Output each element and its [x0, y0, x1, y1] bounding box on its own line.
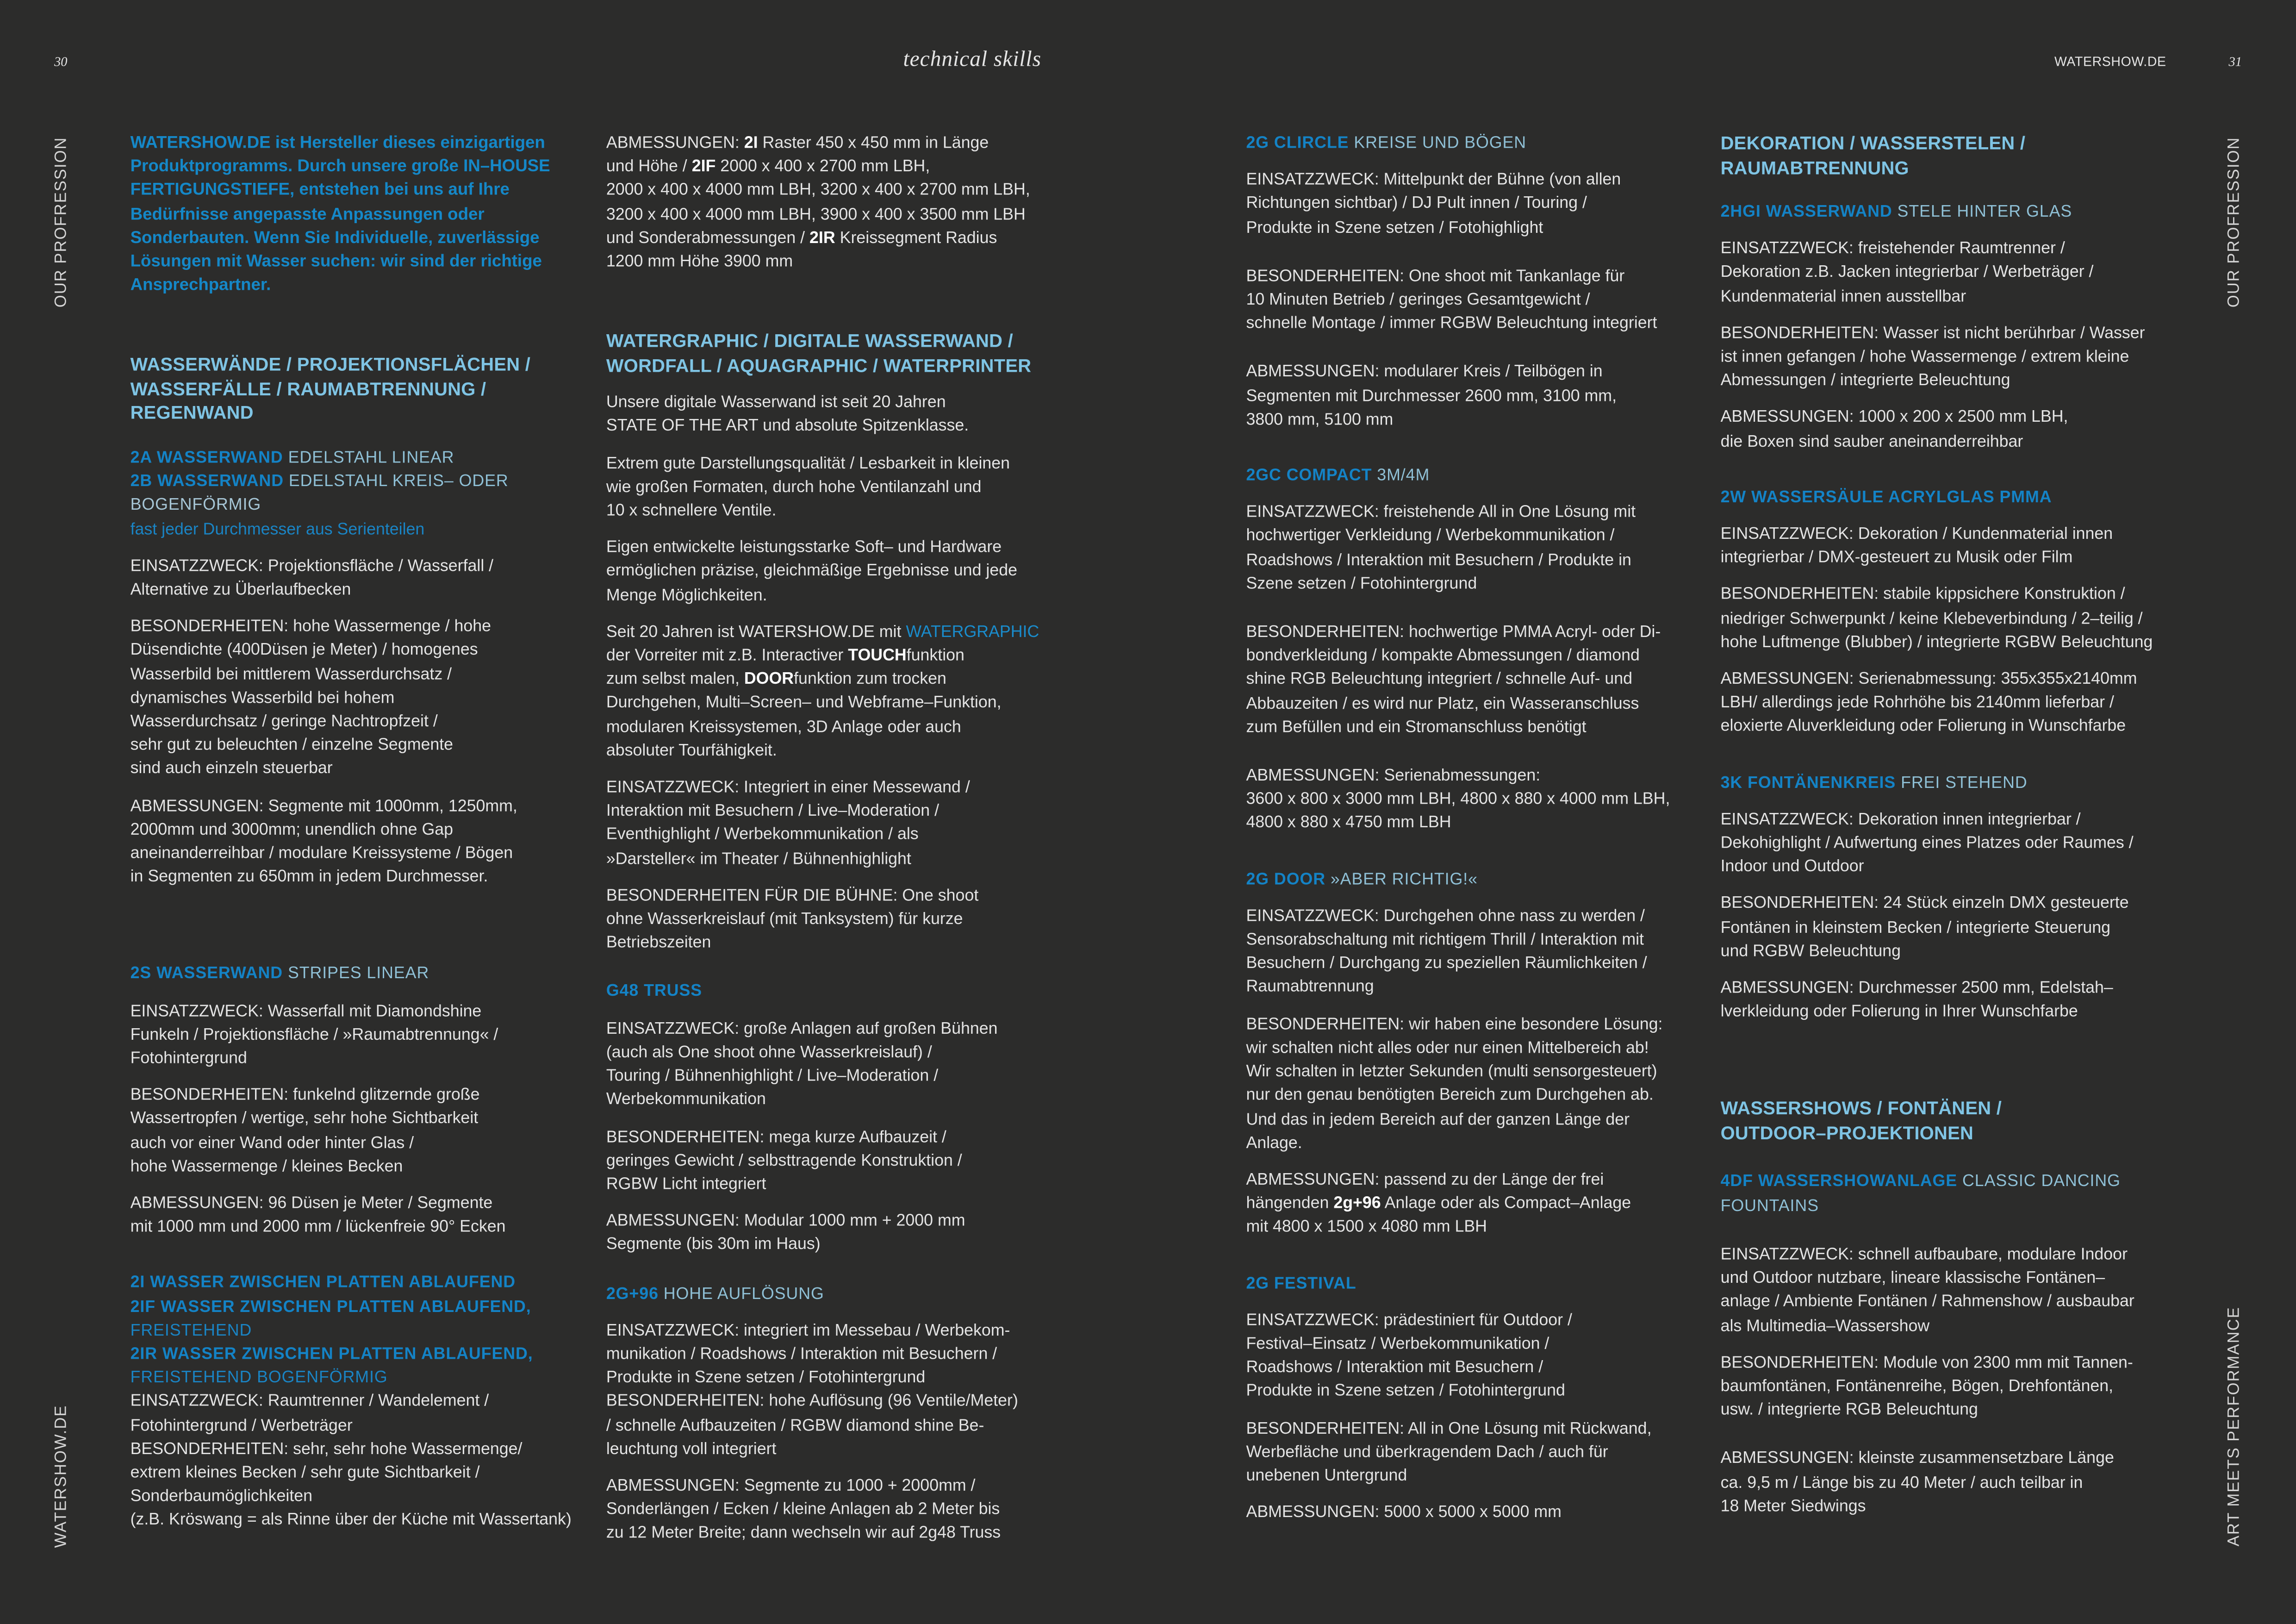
product-heading [1246, 464, 1714, 488]
paragraph [131, 555, 614, 602]
text-run: WASSERSHOWS / FONTÄNEN / OUTDOOR–PROJEKTIONEN [1720, 1099, 2002, 1144]
text-run: Extrem gute Darstellungsqualität / Lesbarkeit in kleinen wie großen Formaten, durch hohe Ventilanzahl und 10 x schnellere Ventile. [606, 455, 1010, 520]
text-run: EINSATZZWECK: schnell aufbaubare, modulare Indoor und Outdoor nutzbare, lineare klassische Fontänen– anlage / Ambiente Fontänen / Rahmenshow / ausbaubar als Multimedia–Wassershow [1720, 1246, 2134, 1335]
text-run: funktion zum trocken Durchgehen, Multi–Screen– und Webframe–Funktion, modularen Kreissystemen, 3D Anlage oder auch absoluter Tourfähigkeit. [606, 671, 1002, 760]
column-4 [1721, 132, 2204, 1518]
paragraph [606, 132, 1089, 275]
product-heading [1246, 868, 1714, 892]
emphasis-text: 2A WASSERWAND [130, 449, 283, 467]
page-title: technical skills [903, 48, 1042, 72]
text-run: EINSATZZWECK: Dekoration innen integrierbar / Dekohighlight / Aufwertung eines Platzes oder Raumes / Indoor und Outdoor [1720, 811, 2134, 876]
text-run: Kreissegment Radius 1200 mm Höhe 3900 mm [606, 230, 997, 271]
paragraph [1246, 1168, 1714, 1240]
emphasis-text: 2G FESTIVAL [1246, 1274, 1356, 1293]
paragraph [1721, 1243, 2204, 1338]
text-run: EINSATZZWECK: Integriert in einer Messewand / Interaktion mit Besuchern / Live–Moderation / Eventhighlight / Werbekommunikation / als »Darsteller« im Theater / Bühnenhighlight [606, 779, 970, 868]
emphasis-text: DOOR [744, 671, 794, 689]
product-heading [131, 1272, 614, 1390]
text-run: ABMESSUNGEN: 5000 x 5000 x 5000 mm [1246, 1504, 1562, 1522]
paragraph [1721, 322, 2204, 393]
text-run: Unsere digitale Wasserwand ist seit 20 Jahren STATE OF THE ART und absolute Spitzenklasse. [606, 394, 969, 436]
emphasis-text: 2G CLIRCLE [1246, 135, 1349, 152]
product-heading [1246, 132, 1714, 156]
text-run: WATERGRAPHIC [906, 624, 1039, 641]
text-run: ABMESSUNGEN: Serienabmessungen: 3600 x 800 x 3000 mm LBH, 4800 x 880 x 4000 mm LBH, 4800 x 880 x 4750 mm LBH [1246, 767, 1670, 833]
paragraph [131, 1084, 614, 1179]
text-run: ABMESSUNGEN: passend zu der Länge der frei hängenden [1246, 1171, 1604, 1213]
section-heading [606, 330, 1089, 378]
text-run: BESONDERHEITEN: hochwertige PMMA Acryl- oder Di- bondverkleidung / kompakte Abmessungen / diamond shine RGB Beleuchtung integriert / schnelle Auf- und Abbauzeiten / es wird nur Platz, ein Wasseranschluss zum Befüllen und ein Stromanschluss benötigt [1246, 624, 1661, 737]
text-run: ABMESSUNGEN: Modular 1000 mm + 2000 mm Segmente (bis 30m im Haus) [606, 1212, 965, 1254]
text-run: BESONDERHEITEN: wir haben eine besondere Lösung: wir schalten nicht alles oder nur einen Mittelbereich ab! Wir schalten in letzter Sekunden (multi sensorgesteuert) nur den genau benötigten Bereich zum Durchgehen ab. Und das in jedem Bereich auf der ganzen Länge der Anlage. [1246, 1016, 1663, 1152]
text-run: EDELSTAHL LINEAR [288, 449, 454, 467]
text-run: BESONDERHEITEN: mega kurze Aufbauzeit / geringes Gewicht / selbsttragende Konstruktion / RGBW Licht integriert [606, 1128, 962, 1193]
emphasis-text: 3K FONTÄNENKREIS [1720, 774, 1896, 792]
text-run: BESONDERHEITEN: 24 Stück einzeln DMX gesteuerte Fontänen in kleinstem Becken / integrierte Steuerung und RGBW Beleuchtung [1720, 895, 2129, 961]
text-run: Anlage oder als Compact–Anlage mit 4800 x 1500 x 4080 mm LBH [1246, 1195, 1631, 1237]
text-run: Eigen entwickelte leistungsstarke Soft– und Hardware ermöglichen präzise, gleichmäßige Ergebnisse und jede Menge Möglichkeiten. [606, 539, 1017, 605]
paragraph [1721, 977, 2204, 1024]
paragraph [606, 391, 1089, 439]
text-run: BESONDERHEITEN FÜR DIE BÜHNE: One shoot ohne Wasserkreislauf (mit Tanksystem) für kurze Betriebszeiten [606, 887, 979, 952]
text-run: EINSATZZWECK: freistehender Raumtrenner / Dekoration z.B. Jacken integrierbar / Werbeträger / Kundenmaterial innen ausstellbar [1720, 240, 2094, 306]
text-run: WATERSHOW.DE ist Hersteller dieses einzigartigen Produktprogramms. Durch unsere große IN–HOUSE FERTIGUNGSTIEFE, entstehen bei uns auf Ihre Bedürfnisse angepasste Anpassungen oder Sonderbauten. Wenn Sie Individuelle, zuverlässige Lösungen mit Wasser suchen: wir sind der richtige Ansprechpartner. [130, 133, 550, 295]
section-heading [131, 354, 614, 426]
text-run: BESONDERHEITEN: hohe Wassermenge / hohe Düsendichte (400Düsen je Meter) / homogenes Wasserbild bei mittlerem Wasserdurchsatz / dynamisches Wasserbild bei hohem Wasserdurchsatz / geringe Nachtropfzeit / sehr gut zu beleuchten / einzelne Segmente sind auch einzeln steuerbar [130, 618, 491, 778]
subheading-note [131, 518, 614, 541]
text-run: EINSATZZWECK: freistehende All in One Lösung mit hochwertiger Verkleidung / Werbekommunikation / Roadshows / Interaktion mit Besuchern / Produkte in Szene setzen / Fotohintergrund [1246, 504, 1636, 593]
emphasis-text: TOUCH [848, 647, 907, 665]
paragraph [1721, 1351, 2204, 1423]
paragraph [606, 536, 1089, 607]
text-run: ABMESSUNGEN: Serienabmessung: 355x355x2140mm LBH/ allerdings jede Rohrhöhe bis 2140mm lieferbar / eloxierte Aluverkleidung oder Folierung in Wunschfarbe [1720, 670, 2137, 736]
paragraph [1246, 905, 1714, 999]
paragraph [606, 1125, 1089, 1197]
page-number-right: 31 [2228, 54, 2242, 69]
text-run: EINSATZZWECK: integriert im Messebau / Werbekom- munikation / Roadshows / Interaktion mit Besuchern / Produkte in Szene setzen / Fotohintergrund BESONDERHEITEN: hohe Auflösung (96 Ventile/Meter) / schnelle Aufbauzeiten / RGBW diamond shine Be- leuchtung voll integriert [606, 1322, 1018, 1458]
text-run: BESONDERHEITEN: All in One Lösung mit Rückwand, Werbefläche und überkragendem Dach / auch für unebenen Untergrund [1246, 1419, 1652, 1485]
product-heading [1721, 771, 2204, 795]
text-run: STELE HINTER GLAS [1892, 203, 2072, 221]
paragraph [1721, 668, 2204, 739]
text-run: EINSATZZWECK: Mittelpunkt der Bühne (von allen Richtungen sichtbar) / DJ Pult innen / Touring / Produkte in Szene setzen / Fotohighlight [1246, 171, 1621, 237]
text-run: FREISTEHEND BOGENFÖRMIG [130, 1369, 388, 1387]
text-run: ABMESSUNGEN: kleinste zusammensetzbare Länge ca. 9,5 m / Länge bis zu 40 Meter / auch teilbar in 18 Meter Siedwings [1720, 1450, 2114, 1516]
emphasis-text: 4DF WASSERSHOWANLAGE [1720, 1174, 1958, 1192]
paragraph [1246, 501, 1714, 596]
paragraph [606, 884, 1089, 956]
paragraph [1246, 764, 1714, 836]
paragraph [131, 1390, 614, 1533]
text-run: STRIPES LINEAR [283, 965, 429, 983]
emphasis-text: 2G DOOR [1246, 871, 1325, 889]
emphasis-text: 2HGI WASSERWAND [1720, 203, 1892, 221]
paragraph [1721, 808, 2204, 880]
text-run: EINSATZZWECK: Wasserfall mit Diamondshine Funkeln / Projektionsfläche / »Raumabtrennung« / Fotohintergrund [130, 1002, 498, 1068]
paragraph [1246, 1501, 1714, 1525]
text-run: funktion zum selbst malen, [606, 647, 964, 689]
paragraph [1721, 237, 2204, 309]
text-run: WATERGRAPHIC / DIGITALE WASSERWAND / WORDFALL / AQUAGRAPHIC / WATERPRINTER [606, 331, 1032, 376]
text-run: EINSATZZWECK: große Anlagen auf großen Bühnen (auch als One shoot ohne Wasserkreislauf) / Touring / Bühnenhighlight / Live–Moderation / Werbekommunikation [606, 1020, 998, 1109]
paragraph [1721, 1447, 2204, 1518]
text-run: BESONDERHEITEN: One shoot mit Tankanlage für 10 Minuten Betrieb / geringes Gesamtgewicht / schnelle Montage / immer RGBW Beleuchtung integriert [1246, 268, 1657, 333]
emphasis-text: 2B WASSERWAND [130, 473, 284, 491]
paragraph [606, 1210, 1089, 1257]
paragraph [1721, 583, 2204, 655]
emphasis-text: 2IR WASSER ZWISCHEN PLATTEN ABLAUFEND, [130, 1346, 533, 1363]
emphasis-text: 2IR [809, 230, 835, 247]
product-heading [131, 447, 614, 518]
paragraph [1246, 169, 1714, 240]
emphasis-text: 2GC COMPACT [1246, 467, 1372, 485]
text-run: WASSERWÄNDE / PROJEKTIONSFLÄCHEN / WASSERFÄLLE / RAUMABTRENNUNG / REGENWAND [130, 355, 531, 424]
text-run: BESONDERHEITEN: Module von 2300 mm mit Tannen- baumfontänen, Fontänenreihe, Bögen, Drehfontänen, usw. / integrierte RGB Beleuchtung [1720, 1354, 2133, 1419]
text-run: BESONDERHEITEN: Wasser ist nicht berührbar / Wasser ist innen gefangen / hohe Wassermenge / extrem kleine Abmessungen / integrierte Beleuchtung [1720, 325, 2145, 390]
paragraph [606, 1017, 1089, 1112]
paragraph [1246, 361, 1714, 432]
side-label-right-bottom: ART MEETS PERFORMANCE [2226, 1306, 2244, 1547]
paragraph [1721, 523, 2204, 570]
emphasis-text: 2g+96 [1333, 1195, 1381, 1213]
paragraph [1721, 406, 2204, 454]
text-run: »ABER RICHTIG!« [1325, 871, 1478, 889]
emphasis-text: G48 TRUSS [606, 983, 703, 1001]
header-site-name: WATERSHOW.DE [2054, 54, 2166, 69]
paragraph [131, 999, 614, 1071]
product-heading [606, 1282, 1089, 1305]
text-run: der Vorreiter mit z.B. Interactiver [606, 647, 844, 665]
section-heading [1721, 132, 2204, 180]
side-label-left-bottom: WATERSHOW.DE [52, 1405, 70, 1548]
text-run: BOGENFÖRMIG [130, 497, 261, 515]
product-heading [606, 981, 1089, 1004]
emphasis-text: 2W WASSERSÄULE ACRYLGLAS PMMA [1720, 488, 2052, 506]
emphasis-text: 2I [744, 135, 758, 152]
text-run: ABMESSUNGEN: modularer Kreis / Teilbögen in Segmenten mit Durchmesser 2600 mm, 3100 mm, 3800 mm, 5100 mm [1246, 363, 1617, 429]
text-run: BESONDERHEITEN: funkelnd glitzernde große Wassertropfen / wertige, sehr hohe Sichtbarkeit auch vor einer Wand oder hinter Glas / hohe Wassermenge / kleines Becken [130, 1087, 480, 1176]
text-run: ABMESSUNGEN: 96 Düsen je Meter / Segmente mit 1000 mm und 2000 mm / lückenfreie 90° Ecken [130, 1195, 506, 1237]
column-2 [606, 132, 1089, 1546]
paragraph [1246, 265, 1714, 336]
emphasis-text: 2S WASSERWAND [130, 965, 283, 983]
emphasis-text: 2IF [691, 158, 716, 176]
text-run: EINSATZZWECK: Dekoration / Kundenmaterial innen integrierbar / DMX-gesteuert zu Musik oder Film [1720, 525, 2113, 567]
text-run: BESONDERHEITEN: stabile kippsichere Konstruktion / niedriger Schwerpunkt / keine Klebeverbindung / 2–teilig / hohe Luftmenge (Blubber) / integrierte RGBW Beleuchtung [1720, 586, 2153, 652]
column-3 [1246, 132, 1714, 1525]
paragraph [1721, 893, 2204, 964]
intro-text [131, 132, 614, 298]
paragraph [606, 452, 1089, 523]
side-label-right-top: OUR PROFRESSION [2226, 137, 2244, 308]
paragraph [131, 794, 614, 889]
text-run: EINSATZZWECK: Raumtrenner / Wandelement / Fotohintergrund / Werbeträger BESONDERHEITEN: sehr, sehr hohe Wassermenge/ extrem kleines Becken / sehr gute Sichtbarkeit / Sonderbaumöglichkeiten (z.B. Kröswang = als Rinne über der Küche mit Wassertank) [130, 1393, 572, 1530]
emphasis-text: 2I WASSER ZWISCHEN PLATTEN ABLAUFEND 2IF WASSER ZWISCHEN PLATTEN ABLAUFEND, [130, 1274, 531, 1316]
product-heading [1721, 486, 2204, 510]
text-run: DEKORATION / WASSERSTELEN / RAUMABTRENNUNG [1720, 133, 2026, 178]
text-run: ABMESSUNGEN: Segmente zu 1000 + 2000mm / Sonderlängen / Ecken / kleine Anlagen ab 2 Meter bis zu 12 Meter Breite; dann wechseln wir auf 2g48 Truss [606, 1477, 1001, 1543]
text-run: ABMESSUNGEN: 1000 x 200 x 2500 mm LBH, die Boxen sind sauber aneinanderreihbar [1720, 409, 2068, 451]
text-run: Seit 20 Jahren ist WATERSHOW.DE mit [606, 624, 906, 641]
text-run: ABMESSUNGEN: [606, 135, 744, 152]
text-run: FREISTEHEND [130, 1322, 252, 1340]
side-label-left-top: OUR PROFRESSION [52, 137, 70, 308]
text-run: Raster 450 x 450 mm in Länge und Höhe / [606, 135, 989, 176]
page-number-left: 30 [54, 54, 68, 69]
emphasis-text: 2G+96 [606, 1285, 659, 1303]
paragraph [1246, 1417, 1714, 1488]
product-heading [1721, 200, 2204, 224]
paragraph [1246, 1013, 1714, 1156]
product-heading [1721, 1171, 2204, 1218]
text-run: CLASSIC DANCING FOUNTAINS [1720, 1174, 2121, 1215]
section-heading [1721, 1098, 2204, 1146]
text-run: EINSATZZWECK: prädestiniert für Outdoor / Festival–Einsatz / Werbekommunikation / Roadshows / Interaktion mit Besuchern / Produkte in Szene setzen / Fotohintergrund [1246, 1312, 1572, 1401]
paragraph [131, 1192, 614, 1240]
text-run: EINSATZZWECK: Durchgehen ohne nass zu werden / Sensorabschaltung mit richtigem Thrill / Interaktion mit Besuchern / Durchgang zu speziellen Räumlichkeiten / Raumabtrennung [1246, 907, 1647, 997]
paragraph [606, 776, 1089, 871]
paragraph [1246, 1309, 1714, 1404]
text-run: fast jeder Durchmesser aus Serienteilen [130, 520, 425, 538]
paragraph [131, 615, 614, 781]
paragraph [606, 1474, 1089, 1546]
text-run: 3M/4M [1372, 467, 1430, 485]
text-run: EINSATZZWECK: Projektionsfläche / Wasserfall / Alternative zu Überlaufbecken [130, 557, 494, 599]
column-1 [131, 132, 614, 1533]
product-heading [1246, 1272, 1714, 1295]
text-run: 2000 x 400 x 2700 mm LBH, 2000 x 400 x 4000 mm LBH, 3200 x 400 x 2700 mm LBH, 3200 x 400 x 4000 mm LBH, 3900 x 400 x 3500 mm LBH und Sonderabmessungen / [606, 158, 1030, 247]
paragraph [606, 1319, 1089, 1462]
product-heading [131, 962, 614, 986]
text-run: KREISE UND BÖGEN [1349, 135, 1527, 152]
text-run: HOHE AUFLÖSUNG [658, 1285, 824, 1303]
text-run: ABMESSUNGEN: Durchmesser 2500 mm, Edelstah– lverkleidung oder Folierung in Ihrer Wunschfarbe [1720, 980, 2113, 1021]
paragraph [606, 621, 1089, 763]
text-run: FREI STEHEND [1896, 774, 2028, 792]
text-run: EDELSTAHL KREIS– ODER [288, 473, 509, 491]
paragraph [1246, 621, 1714, 739]
text-run: ABMESSUNGEN: Segmente mit 1000mm, 1250mm, 2000mm und 3000mm; unendlich ohne Gap aneinanderreihbar / modulare Kreissysteme / Bögen in Segmenten zu 650mm in jedem Durchmesser. [130, 797, 517, 887]
